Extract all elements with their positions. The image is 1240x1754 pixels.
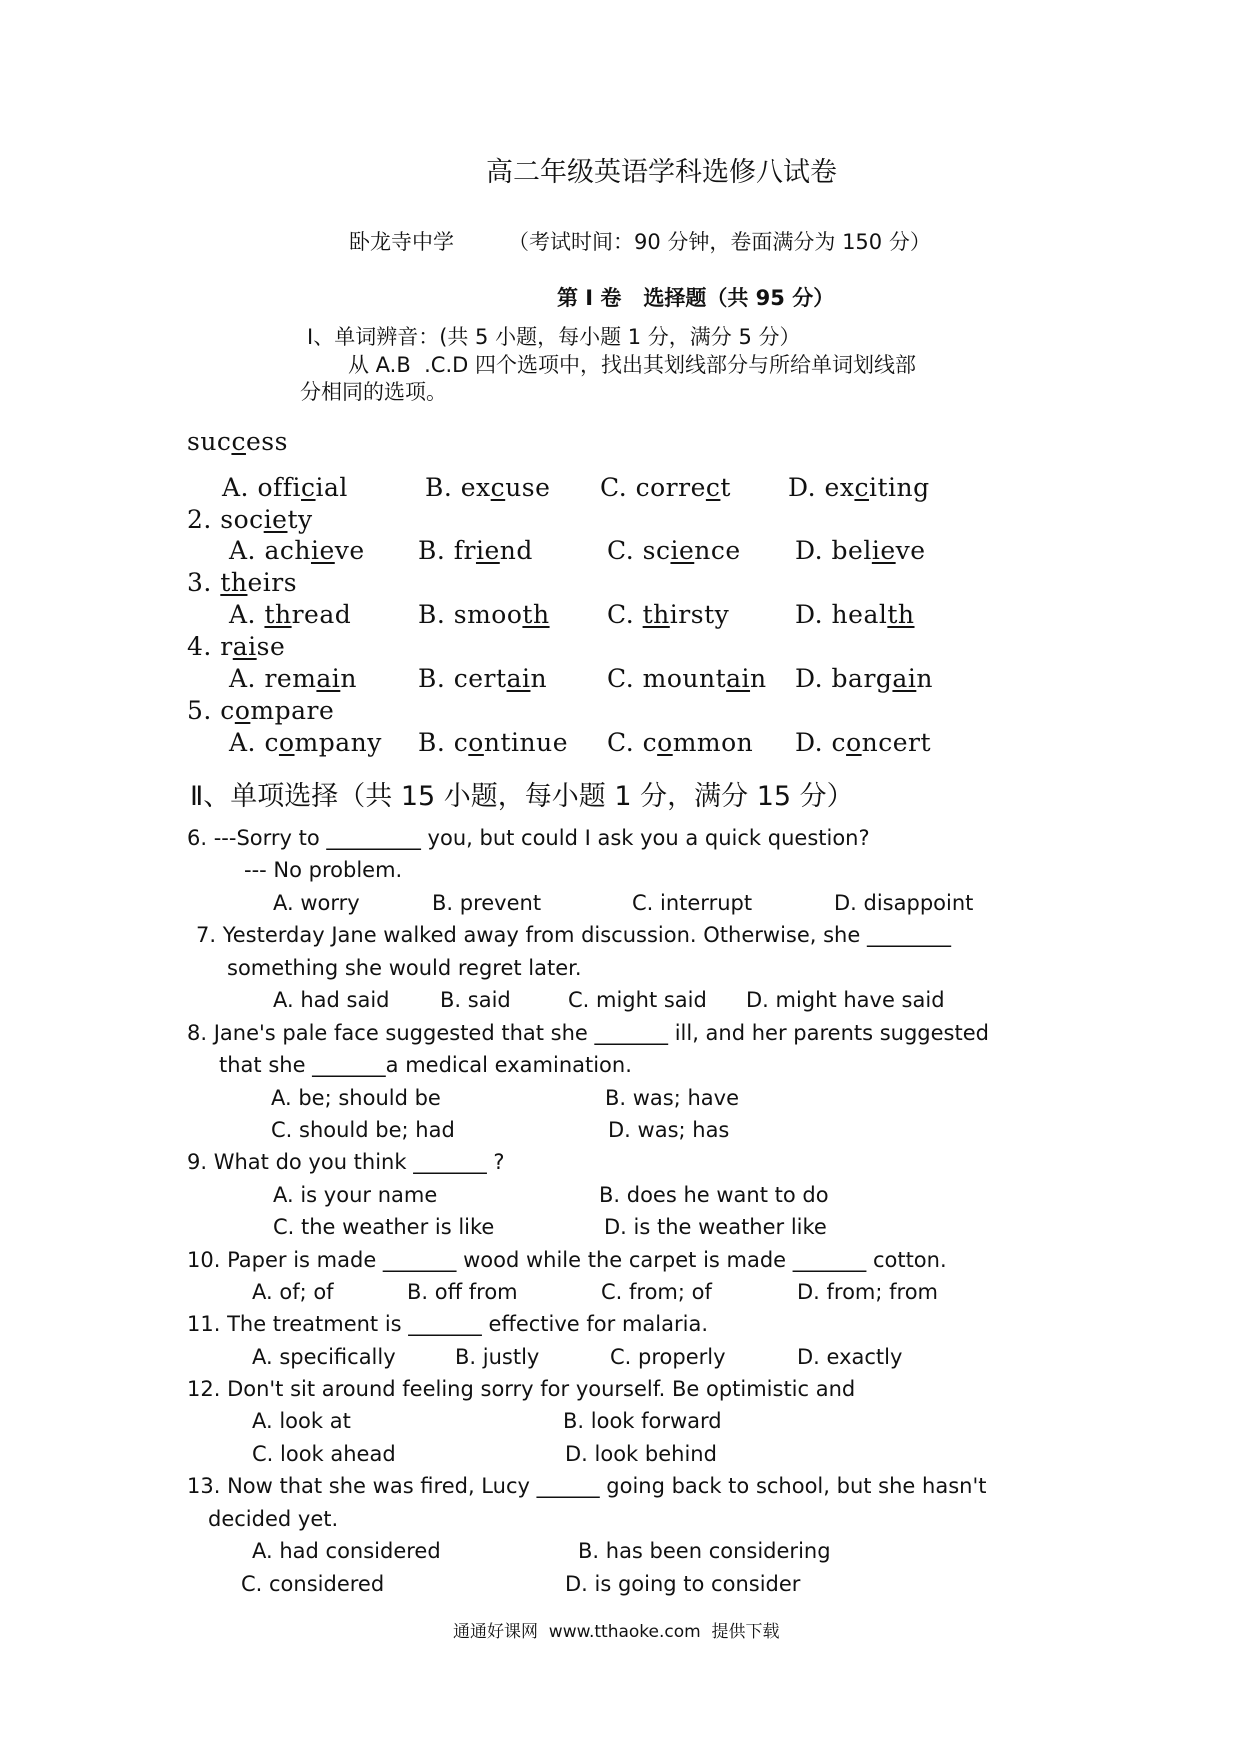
q8-stem: 8. Jane's pale face suggested that she _______ ill, and her parents suggested [187, 1021, 989, 1045]
q1-option-c: C. correct [600, 473, 731, 502]
q7-option-a: A. had said [273, 988, 390, 1012]
q3-option-b: B. smooth [418, 600, 550, 629]
q1-option-b: B. excuse [425, 473, 551, 502]
section1-instruction: 从 A.B .C.D 四个选项中，找出其划线部分与所给单词划线部 [348, 353, 916, 377]
q11-option-d: D. exactly [797, 1345, 903, 1369]
q1-option-d: D. exciting [788, 473, 930, 502]
q5-word: 5. compare [187, 696, 335, 725]
q1-word: success [187, 427, 288, 456]
q1-option-a: A. official [222, 473, 348, 502]
footer-source: 通通好课网 www.tthaoke.com 提供下载 [453, 1622, 780, 1642]
q13-option-a: A. had considered [252, 1539, 441, 1563]
q4-option-c: C. mountain [607, 664, 767, 693]
q13-stem-cont: decided yet. [208, 1507, 339, 1531]
q13-stem: 13. Now that she was fired, Lucy ______ going back to school, but she hasn't [187, 1474, 987, 1498]
q3-word: 3. theirs [187, 568, 298, 597]
q6-stem: 6. ---Sorry to _________ you, but could I ask you a quick question? [187, 826, 870, 850]
q5-option-d: D. concert [795, 728, 932, 757]
section1-heading: Ⅰ、单词辨音：(共 5 小题，每小题 1 分，满分 5 分） [307, 325, 801, 349]
exam-info: （考试时间：90 分钟，卷面满分为 150 分） [508, 230, 931, 254]
q9-option-d: D. is the weather like [604, 1215, 827, 1239]
q6-option-c: C. interrupt [632, 891, 753, 915]
q2-word: 2. society [187, 505, 313, 534]
q11-stem: 11. The treatment is _______ effective for malaria. [187, 1312, 708, 1336]
q4-option-b: B. certain [418, 664, 548, 693]
q11-option-c: C. properly [610, 1345, 726, 1369]
q7-option-b: B. said [440, 988, 511, 1012]
q2-option-c: C. science [607, 536, 741, 565]
q4-option-a: A. remain [229, 664, 357, 693]
q6-option-b: B. prevent [432, 891, 542, 915]
q12-option-a: A. look at [252, 1409, 351, 1433]
q13-option-d: D. is going to consider [565, 1572, 801, 1596]
q12-option-b: B. look forward [563, 1409, 722, 1433]
part-heading: 第 I 卷 选择题（共 95 分） [557, 286, 835, 310]
q8-stem-cont: that she _______a medical examination. [219, 1053, 632, 1077]
q7-stem-cont: something she would regret later. [227, 956, 582, 980]
q6-option-a: A. worry [273, 891, 360, 915]
q8-option-c: C. should be; had [271, 1118, 455, 1142]
q5-option-b: B. continue [418, 728, 568, 757]
q6-reply: --- No problem. [244, 858, 403, 882]
q11-option-b: B. justly [455, 1345, 540, 1369]
exam-title: 高二年级英语学科选修八试卷 [486, 157, 837, 188]
q9-option-a: A. is your name [273, 1183, 438, 1207]
q2-option-a: A. achieve [229, 536, 365, 565]
q4-option-d: D. bargain [795, 664, 933, 693]
q3-option-a: A. thread [229, 600, 352, 629]
q5-option-a: A. company [229, 728, 382, 757]
q10-option-d: D. from; from [797, 1280, 939, 1304]
q3-option-c: C. thirsty [607, 600, 730, 629]
q10-option-c: C. from; of [601, 1280, 712, 1304]
q3-option-d: D. health [795, 600, 915, 629]
q8-option-b: B. was; have [605, 1086, 740, 1110]
q12-option-d: D. look behind [565, 1442, 717, 1466]
q13-option-c: C. considered [241, 1572, 385, 1596]
q6-option-d: D. disappoint [834, 891, 974, 915]
q13-option-b: B. has been considering [578, 1539, 831, 1563]
q7-option-c: C. might said [568, 988, 707, 1012]
q11-option-a: A. specifically [252, 1345, 396, 1369]
q8-option-a: A. be; should be [271, 1086, 441, 1110]
section1-instruction-cont: 分相同的选项。 [300, 380, 447, 404]
q9-stem: 9. What do you think _______ ? [187, 1150, 505, 1174]
q10-option-b: B. off from [407, 1280, 518, 1304]
q8-option-d: D. was; has [608, 1118, 730, 1142]
q5-option-c: C. common [607, 728, 754, 757]
section2-heading: Ⅱ、单项选择（共 15 小题，每小题 1 分，满分 15 分） [190, 781, 854, 812]
q2-option-d: D. believe [795, 536, 926, 565]
q9-option-b: B. does he want to do [599, 1183, 829, 1207]
q10-option-a: A. of; of [252, 1280, 334, 1304]
q7-stem: 7. Yesterday Jane walked away from discussion. Otherwise, she ________ [196, 923, 951, 947]
q4-word: 4. raise [187, 632, 286, 661]
school-name: 卧龙寺中学 [349, 230, 454, 254]
q2-option-b: B. friend [418, 536, 533, 565]
q10-stem: 10. Paper is made _______ wood while the carpet is made _______ cotton. [187, 1248, 947, 1272]
q12-option-c: C. look ahead [252, 1442, 396, 1466]
q9-option-c: C. the weather is like [273, 1215, 495, 1239]
q7-option-d: D. might have said [746, 988, 945, 1012]
q12-stem: 12. Don't sit around feeling sorry for yourself. Be optimistic and [187, 1377, 856, 1401]
